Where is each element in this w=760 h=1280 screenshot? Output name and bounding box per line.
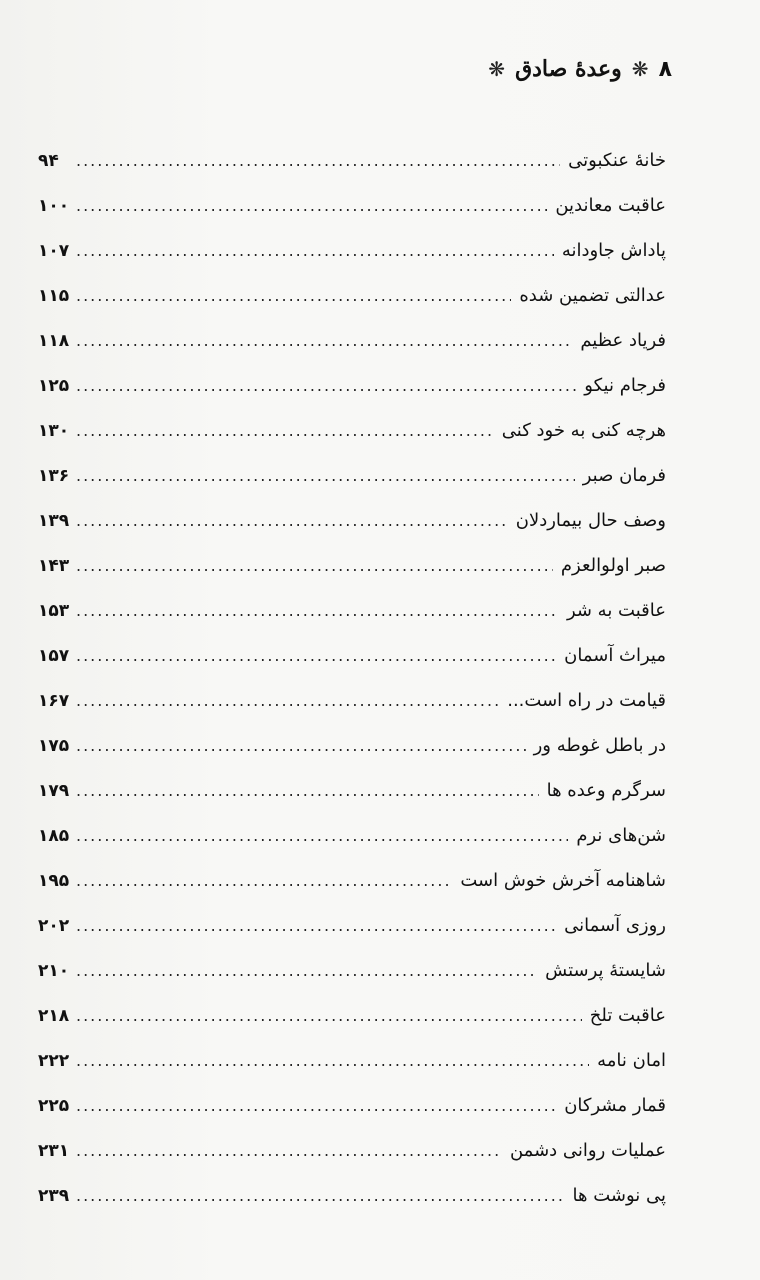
- dot-leader: [76, 543, 553, 588]
- toc-entry-page: ۱۱۸: [38, 331, 70, 351]
- toc-entry: [38, 588, 666, 633]
- toc-entry: [38, 1128, 666, 1173]
- toc-entry: [38, 228, 666, 273]
- dot-leader: [76, 273, 511, 318]
- toc-entry-page: ۱۵۷: [38, 646, 70, 666]
- toc-entry-title: پاداش جاودانه: [561, 240, 666, 261]
- page-number: ۸: [658, 56, 672, 82]
- dot-leader: [76, 1083, 556, 1128]
- toc-entry: [38, 813, 666, 858]
- toc-entry-title: عدالتی تضمین شده: [519, 285, 666, 306]
- toc-entry: [38, 453, 666, 498]
- toc-entry-title: در باطل غوطه ور: [533, 735, 666, 756]
- table-of-contents: [38, 138, 666, 1218]
- toc-entry: [38, 1083, 666, 1128]
- toc-entry: [38, 318, 666, 363]
- dot-leader: [76, 903, 556, 948]
- toc-entry: [38, 633, 666, 678]
- dot-leader: [76, 228, 554, 273]
- toc-entry-page: ۱۲۵: [38, 376, 70, 396]
- toc-entry: [38, 138, 666, 183]
- toc-entry-page: ۱۶۷: [38, 691, 70, 711]
- toc-entry-page: ۱۴۳: [38, 556, 70, 576]
- dot-leader: [76, 678, 499, 723]
- toc-entry: [38, 678, 666, 723]
- toc-entry-page: ۲۳۱: [38, 1141, 70, 1161]
- toc-entry: [38, 1173, 666, 1218]
- dot-leader: [76, 588, 559, 633]
- dot-leader: [76, 183, 547, 228]
- toc-entry-page: ۲۳۹: [38, 1186, 70, 1206]
- toc-entry: [38, 723, 666, 768]
- toc-entry-title: عاقبت به شر: [566, 600, 666, 621]
- toc-entry: [38, 363, 666, 408]
- toc-entry: [38, 273, 666, 318]
- dot-leader: [76, 633, 556, 678]
- toc-entry-title: شاهنامه آخرش خوش است: [460, 870, 666, 891]
- dot-leader: [76, 363, 576, 408]
- dot-leader: [76, 768, 539, 813]
- dot-leader: [76, 453, 575, 498]
- toc-entry-page: ۱۱۵: [38, 286, 70, 306]
- toc-entry-title: هرچه کنی به خود کنی: [501, 420, 666, 441]
- toc-entry-title: عاقبت تلخ: [589, 1005, 666, 1026]
- toc-entry: [38, 498, 666, 543]
- toc-entry-title: میراث آسمان: [564, 645, 666, 666]
- dot-leader: [76, 318, 572, 363]
- toc-entry-page: ۱۰۰: [38, 196, 70, 216]
- ornament-icon: ❋: [631, 57, 649, 81]
- toc-entry-title: خانهٔ عنکبوتی: [568, 150, 666, 171]
- dot-leader: [76, 1128, 502, 1173]
- toc-entry-title: قیامت در راه است...: [507, 690, 666, 711]
- dot-leader: [76, 498, 508, 543]
- toc-entry-title: فرجام نیکو: [584, 375, 666, 396]
- toc-entry-title: وصف حال بیماردلان: [515, 510, 666, 531]
- toc-entry-title: عملیات روانی دشمن: [509, 1140, 666, 1161]
- toc-entry-title: فریاد عظیم: [580, 330, 666, 351]
- toc-entry-page: ۱۳۰: [38, 421, 70, 441]
- toc-entry: [38, 948, 666, 993]
- toc-entry: [38, 543, 666, 588]
- toc-entry-title: قمار مشرکان: [564, 1095, 666, 1116]
- toc-entry-page: ۱۹۵: [38, 871, 70, 891]
- dot-leader: [76, 1038, 589, 1083]
- toc-entry: [38, 1038, 666, 1083]
- toc-entry-page: ۱۷۵: [38, 736, 70, 756]
- toc-entry-page: ۱۳۶: [38, 466, 70, 486]
- toc-entry-title: روزی آسمانی: [564, 915, 666, 936]
- toc-entry: [38, 903, 666, 948]
- toc-entry-title: شایستهٔ پرستش: [545, 960, 666, 981]
- dot-leader: [76, 138, 560, 183]
- toc-entry: [38, 408, 666, 453]
- dot-leader: [76, 1173, 565, 1218]
- toc-entry-title: عاقبت معاندین: [555, 195, 666, 216]
- toc-entry-page: ۹۴: [38, 151, 59, 171]
- dot-leader: [76, 813, 568, 858]
- toc-entry-title: صبر اولوالعزم: [560, 555, 666, 576]
- toc-entry: [38, 858, 666, 903]
- toc-entry-page: ۱۳۹: [38, 511, 70, 531]
- toc-entry-page: ۲۱۸: [38, 1006, 70, 1026]
- dot-leader: [76, 408, 494, 453]
- book-title: وعدهٔ صادق: [515, 56, 622, 82]
- toc-entry-page: ۲۰۲: [38, 916, 70, 936]
- toc-entry-page: ۱۵۳: [38, 601, 70, 621]
- toc-entry-title: پی نوشت ها: [572, 1185, 666, 1206]
- toc-entry-title: امان نامه: [597, 1050, 666, 1071]
- toc-entry-page: ۲۲۲: [38, 1051, 70, 1071]
- dot-leader: [76, 858, 452, 903]
- toc-entry: [38, 183, 666, 228]
- toc-entry-title: سرگرم وعده ها: [546, 780, 666, 801]
- running-header: [488, 56, 672, 82]
- toc-entry-page: ۱۸۵: [38, 826, 70, 846]
- ornament-icon: ❋: [488, 57, 506, 81]
- toc-entry-page: ۲۱۰: [38, 961, 70, 981]
- toc-entry-page: ۱۷۹: [38, 781, 70, 801]
- toc-entry-title: فرمان صبر: [582, 465, 666, 486]
- toc-entry: [38, 993, 666, 1038]
- dot-leader: [76, 993, 582, 1038]
- toc-entry: [38, 768, 666, 813]
- toc-entry-page: ۲۲۵: [38, 1096, 70, 1116]
- dot-leader: [76, 723, 526, 768]
- toc-entry-page: ۱۰۷: [38, 241, 70, 261]
- dot-leader: [76, 948, 537, 993]
- toc-entry-title: شن‌های نرم: [576, 825, 666, 846]
